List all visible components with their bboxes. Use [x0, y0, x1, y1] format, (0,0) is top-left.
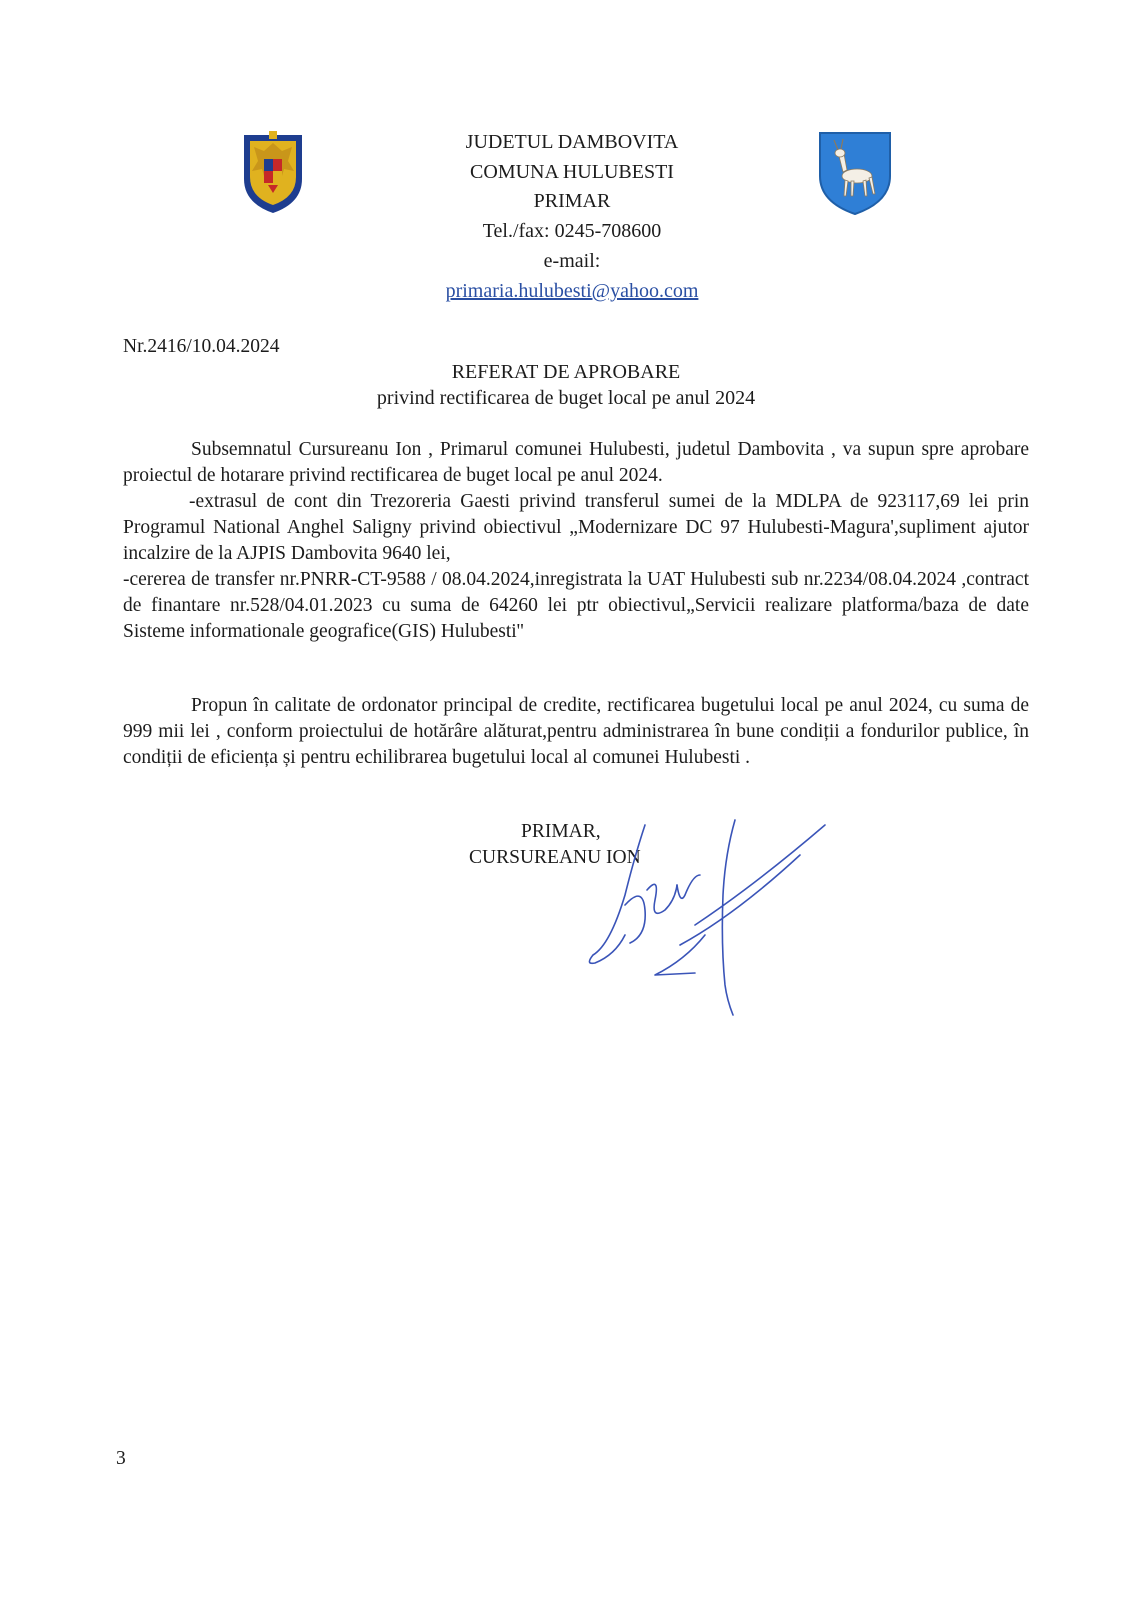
email-link[interactable]: primaria.hulubesti@yahoo.com: [445, 280, 699, 302]
romania-coat-of-arms-icon: [240, 127, 306, 215]
county-heading: JUDETUL DAMBOVITA: [465, 131, 679, 153]
paragraph-proposal: Propun în calitate de ordonator principal de credite, rectificarea bugetului local pe anul 2024, cu suma de 999 mii lei , conform proiectului de hotărâre alăturat,pentru administrarea în bune condiții a fondurilor publice, în condiții de eficiența și pentru echilibrarea bugetului local al comunei Hulubesti .: [123, 695, 1029, 768]
signature-role: PRIMAR,: [521, 821, 601, 842]
phone-line: Tel./fax: 0245-708600: [482, 220, 662, 242]
paragraph-bank-statement: -extrasul de cont din Trezoreria Gaesti privind transferul sumei de la MDLPA de 923117,69 lei prin Programul National Anghel Saligny privind obiectivul „Modernizare DC 97 Hulubesti-Magura',supliment ajutor incalzire de la AJPIS Dambovita 9640 lei,: [123, 491, 1029, 564]
document-subtitle: privind rectificarea de buget local pe anul 2024: [376, 387, 756, 409]
document-title: REFERAT DE APROBARE: [451, 361, 681, 383]
page-number: 3: [116, 1448, 126, 1469]
hulubesti-coat-of-arms-icon: [817, 130, 893, 216]
document-number: Nr.2416/10.04.2024: [123, 336, 280, 357]
commune-heading: COMUNA HULUBESTI: [470, 161, 674, 183]
paragraph-intro: Subsemnatul Cursureanu Ion , Primarul comunei Hulubesti, judetul Dambovita , va supun spre aprobare proiectul de hotarare privind rectificarea de buget local pe anul 2024.: [123, 439, 1029, 486]
email-label: e-mail:: [543, 250, 601, 272]
signature-name: CURSUREANU ION: [469, 847, 641, 868]
handwritten-signature: [585, 815, 835, 1020]
paragraph-transfer-request: -cererea de transfer nr.PNRR-CT-9588 / 08.04.2024,inregistrata la UAT Hulubesti sub nr.2234/08.04.2024 ,contract de finantare nr.528/04.01.2023 cu suma de 64260 lei ptr obiectivul„Servicii realizare platforma/baza de date Sisteme informationale geografice(GIS) Hulubesti'': [123, 569, 1029, 642]
office-heading: PRIMAR: [533, 190, 611, 212]
